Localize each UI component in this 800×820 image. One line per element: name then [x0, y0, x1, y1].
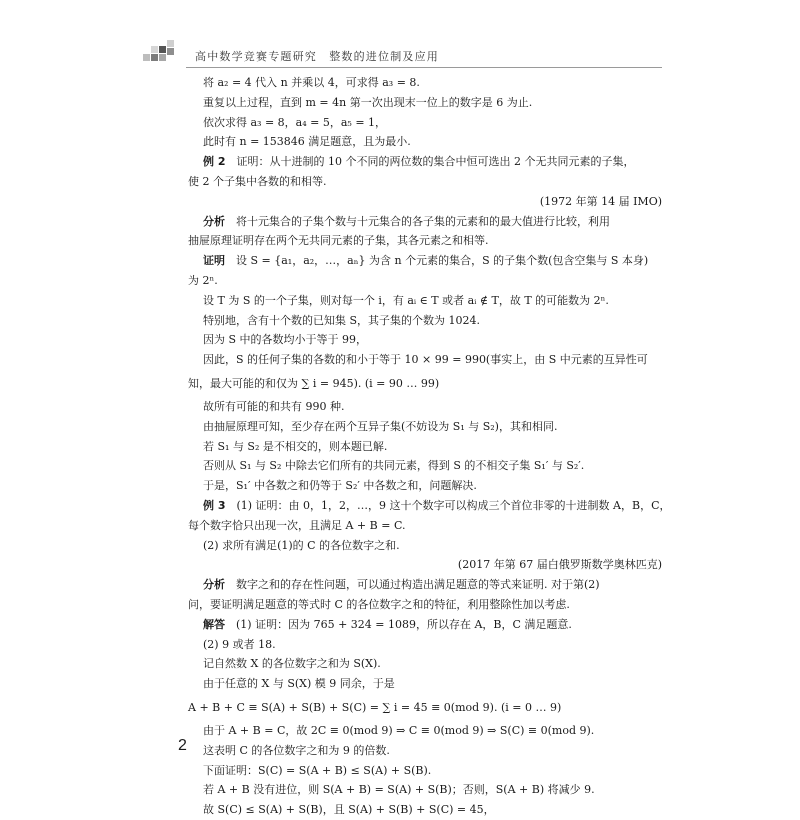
line-text: 于是，S₁′ 中各数之和仍等于 S₂′ 中各数之和，问题解决. — [203, 479, 477, 493]
line-text: 若 A + B 没有进位，则 S(A + B) = S(A) + S(B)；否则，S(A + B) 将减少 9. — [203, 783, 595, 797]
line-text: 知，最大可能的和仅为 ∑ i = 945). (i = 90 … 99) — [188, 376, 440, 390]
text-line — [188, 674, 662, 694]
line-text: 重复以上过程，直到 m = 4n 第一次出现末一位上的数字是 6 为止. — [203, 95, 533, 109]
line-text: 由于 A + B = C，故 2C ≡ 0(mod 9) ⇒ C ≡ 0(mod 9) ⇒ S(C) ≡ 0(mod 9). — [203, 723, 595, 737]
line-text: 问，要证明满足题意的等式时 C 的各位数字之和的特征，利用整除性加以考虑. — [188, 597, 570, 611]
text-line — [188, 654, 662, 674]
deco-square — [159, 54, 166, 61]
line-text: 因为 S 中的各数均小于等于 99， — [203, 333, 368, 347]
line-text: 此时有 n = 153846 满足题意，且为最小. — [203, 135, 411, 149]
text-line — [188, 231, 662, 251]
text-line — [188, 251, 662, 271]
line-text: (1972 年第 14 届 IMO) — [539, 194, 662, 208]
page-number: 2 — [178, 737, 187, 754]
line-text: (2) 9 或者 18. — [203, 637, 276, 651]
text-line — [188, 271, 662, 291]
text-line — [188, 397, 662, 417]
header-decoration-squares — [143, 40, 179, 66]
text-line — [188, 761, 662, 781]
line-text: 这表明 C 的各位数字之和为 9 的倍数. — [203, 743, 390, 757]
text-line — [188, 516, 662, 536]
line-text: 将十元集合的子集个数与十元集合的各子集的元素和的最大值进行比较，利用 — [225, 214, 610, 228]
text-line — [188, 536, 662, 556]
line-text: 故 S(C) ≤ S(A) + S(B)，且 S(A) + S(B) + S(C) = 45， — [203, 803, 495, 817]
line-text: A + B + C ≡ S(A) + S(B) + S(C) = ∑ i = 45 ≡ 0(mod 9). (i = 0 … 9) — [188, 700, 562, 714]
header-rule — [186, 67, 662, 68]
line-text: 设 T 为 S 的一个子集，则对每一个 i，有 aᵢ ∈ T 或者 aᵢ ∉ T，故 T 的可能数为 2ⁿ. — [203, 293, 609, 307]
section-label: 分析 — [203, 214, 225, 228]
line-text: 若 S₁ 与 S₂ 是不相交的，则本题已解. — [203, 439, 388, 453]
text-line — [188, 476, 662, 496]
line-text: 为 2ⁿ. — [188, 273, 218, 287]
text-line — [188, 330, 662, 350]
text-line — [188, 192, 662, 212]
text-line — [188, 291, 662, 311]
text-line — [188, 694, 662, 721]
text-line — [188, 496, 671, 516]
section-label: 分析 — [203, 578, 225, 592]
text-line — [188, 615, 662, 635]
section-label: 证明 — [203, 254, 225, 268]
text-line — [188, 595, 662, 615]
deco-square — [159, 46, 166, 53]
header-title: 高中数学竞赛专题研究 整数的进位制及应用 — [195, 50, 439, 63]
text-line — [188, 635, 662, 655]
deco-square — [167, 40, 174, 47]
line-text: 特别地，含有十个数的已知集 S，其子集的个数为 1024. — [203, 313, 481, 327]
line-text: (1) 证明：因为 765 + 324 = 1089，所以存在 A，B，C 满足题意. — [225, 617, 572, 631]
line-text: 数字之和的存在性问题，可以通过构造出满足题意的等式来证明. 对于第(2) — [225, 578, 600, 592]
line-text: 每个数字恰只出现一次，且满足 A + B = C. — [188, 518, 406, 532]
deco-square — [143, 54, 150, 61]
line-text: 故所有可能的和共有 990 种. — [203, 399, 345, 413]
text-line — [188, 212, 662, 232]
line-text: 因此，S 的任何子集的各数的和小于等于 10 × 99 = 990(事实上，由 S 中元素的互异性可 — [203, 353, 648, 367]
section-label: 解答 — [203, 617, 225, 631]
text-line — [188, 575, 662, 595]
text-line — [188, 73, 662, 93]
text-line — [188, 152, 662, 172]
text-line — [188, 370, 662, 397]
line-text: (2017 年第 67 届白俄罗斯数学奥林匹克) — [457, 558, 662, 572]
text-line — [188, 93, 662, 113]
deco-square — [151, 54, 158, 61]
line-text: 由抽屉原理可知，至少存在两个互异子集(不妨设为 S₁ 与 S₂)，其和相同. — [203, 419, 558, 433]
line-text: 下面证明：S(C) = S(A + B) ≤ S(A) + S(B). — [203, 763, 432, 777]
line-text: 设 S = {a₁，a₂，…，aₙ} 为含 n 个元素的集合，S 的子集个数(包含空集与 S 本身) — [225, 254, 649, 268]
text-line — [188, 555, 662, 575]
line-text: 依次求得 a₃ = 8，a₄ = 5，a₅ = 1， — [203, 115, 387, 129]
line-text: 记自然数 X 的各位数字之和为 S(X). — [203, 657, 381, 671]
line-text: 证明：从十进制的 10 个不同的两位数的集合中恒可选出 2 个无共同元素的子集， — [225, 155, 635, 169]
deco-square — [151, 46, 158, 53]
deco-square — [167, 48, 174, 55]
line-text: 由于任意的 X 与 S(X) 模 9 同余，于是 — [203, 677, 395, 691]
line-text: 抽屉原理证明存在两个无共同元素的子集，其各元素之和相等. — [188, 234, 489, 248]
section-label: 例 2 — [203, 155, 226, 169]
text-line — [188, 113, 662, 133]
text-line — [188, 437, 662, 457]
text-line — [188, 741, 662, 761]
text-line — [188, 721, 662, 741]
page-body — [188, 73, 671, 820]
line-text: 将 a₂ = 4 代入 n 并乘以 4，可求得 a₃ = 8. — [203, 76, 420, 89]
line-text: (2) 求所有满足(1)的 C 的各位数字之和. — [203, 538, 400, 552]
line-text: 否则从 S₁ 与 S₂ 中除去它们所有的共同元素，得到 S 的不相交子集 S₁′ 与 S₂′. — [203, 459, 585, 473]
text-line — [188, 456, 662, 476]
text-line — [188, 132, 662, 152]
section-label: 例 3 — [203, 498, 226, 512]
running-header — [0, 0, 800, 70]
text-line — [188, 800, 662, 820]
text-line — [188, 350, 662, 370]
line-text: 使 2 个子集中各数的和相等. — [188, 174, 327, 188]
line-text: (1) 证明：由 0，1，2，…，9 这十个数字可以构成三个首位非零的十进制数 A，B，C， — [225, 498, 671, 512]
text-line — [188, 780, 662, 800]
text-line — [188, 417, 662, 437]
text-line — [188, 172, 662, 192]
text-line — [188, 311, 662, 331]
